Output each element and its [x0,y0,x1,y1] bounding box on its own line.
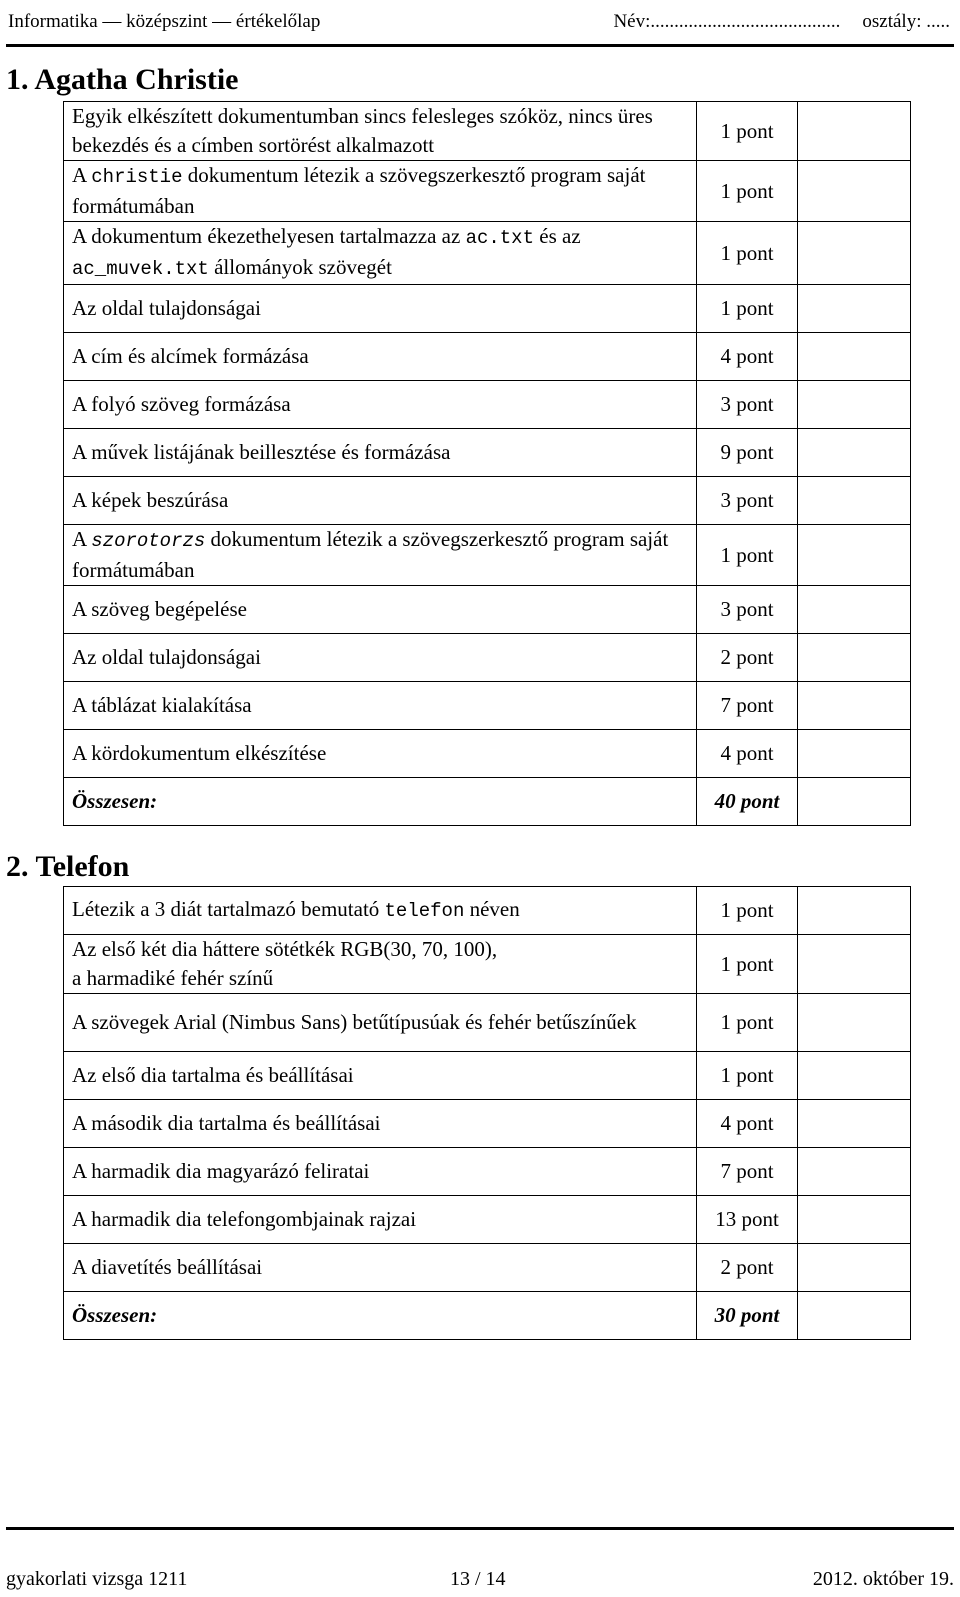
page-header [6,0,954,47]
total-label: Összesen: [64,778,697,826]
points-value: 13 pont [697,1196,798,1244]
points-value: 1 pont [697,161,798,222]
criterion-text: Az oldal tulajdonságai [64,285,697,333]
points-value: 7 pont [697,1148,798,1196]
table-row [64,887,911,935]
name-label: Név:........................................ [613,11,841,32]
score-cell[interactable] [798,682,911,730]
file-name: ac.txt [465,227,534,249]
table-row [64,429,911,477]
table-row [64,1052,911,1100]
total-row [64,1292,911,1340]
score-cell[interactable] [798,1244,911,1292]
criterion-text: Az első két dia háttere sötétkék RGB(30, 70, 100), a harmadiké fehér színű [64,935,697,994]
points-value: 2 pont [697,1244,798,1292]
table-row [64,730,911,778]
points-value: 1 pont [697,994,798,1052]
points-value: 2 pont [697,634,798,682]
section-title-agatha-christie: 1. Agatha Christie [6,63,239,96]
table-row [64,1148,911,1196]
exam-date: 2012. október 19. [812,1568,954,1590]
table-row [64,935,911,994]
table-row [64,1100,911,1148]
score-cell[interactable] [798,1148,911,1196]
score-cell[interactable] [798,381,911,429]
table-row [64,222,911,285]
criterion-text: A diavetítés beállításai [64,1244,697,1292]
criterion-text: A szöveg begépelése [64,586,697,634]
table-row [64,682,911,730]
score-cell[interactable] [798,429,911,477]
score-cell[interactable] [798,887,911,935]
score-cell[interactable] [798,1196,911,1244]
score-cell[interactable] [798,1052,911,1100]
criterion-text: Az első dia tartalma és beállításai [64,1052,697,1100]
table-row [64,586,911,634]
points-value: 7 pont [697,682,798,730]
section-title-telefon: 2. Telefon [6,850,130,883]
table-row [64,161,911,222]
table-row [64,1244,911,1292]
points-value: 3 pont [697,381,798,429]
score-cell[interactable] [798,994,911,1052]
total-points: 40 pont [697,778,798,826]
points-value: 3 pont [697,477,798,525]
total-label: Összesen: [64,1292,697,1340]
points-value: 4 pont [697,730,798,778]
total-row [64,778,911,826]
points-value: 1 pont [697,1052,798,1100]
file-name: telefon [384,900,465,922]
criterion-text: A christie dokumentum létezik a szövegszerkesztő program saját formátumában [64,161,697,222]
table-row [64,1196,911,1244]
criterion-text: Az oldal tulajdonságai [64,634,697,682]
criterion-text: A táblázat kialakítása [64,682,697,730]
criterion-text: Egyik elkészített dokumentumban sincs felesleges szóköz, nincs üres bekezdés és a címben sortörést alkalmazott [64,102,697,161]
header-fields [613,11,954,33]
score-cell[interactable] [798,586,911,634]
points-value: 9 pont [697,429,798,477]
table-row [64,102,911,161]
score-cell[interactable] [798,730,911,778]
footer-divider [6,1527,954,1530]
class-label: osztály: ..... [862,11,950,32]
score-cell[interactable] [798,634,911,682]
points-value: 1 pont [697,887,798,935]
score-cell[interactable] [798,102,911,161]
criterion-text: A cím és alcímek formázása [64,333,697,381]
file-name: szorotorzs [91,530,206,552]
file-name: christie [91,166,183,188]
criterion-text: Létezik a 3 diát tartalmazó bemutató telefon néven [64,887,697,935]
score-cell[interactable] [798,1100,911,1148]
total-points: 30 pont [697,1292,798,1340]
points-value: 1 pont [697,285,798,333]
score-cell[interactable] [798,222,911,285]
criterion-text: A harmadik dia magyarázó feliratai [64,1148,697,1196]
points-value: 3 pont [697,586,798,634]
scoring-table-telefon [63,886,911,1340]
total-score-cell[interactable] [798,778,911,826]
exam-code: gyakorlati vizsga 1211 [6,1568,188,1590]
table-row [64,634,911,682]
criterion-text: A kördokumentum elkészítése [64,730,697,778]
table-row [64,285,911,333]
score-cell[interactable] [798,161,911,222]
points-value: 1 pont [697,525,798,586]
score-cell[interactable] [798,525,911,586]
criterion-text: A dokumentum ékezethelyesen tartalmazza az ac.txt és az ac_muvek.txt állományok szövegét [64,222,697,285]
points-value: 1 pont [697,935,798,994]
score-cell[interactable] [798,477,911,525]
scoring-table-agatha-christie [63,101,911,826]
points-value: 1 pont [697,222,798,285]
criterion-text: A szövegek Arial (Nimbus Sans) betűtípusúak és fehér betűszínűek [64,994,697,1052]
criterion-text: A művek listájának beillesztése és formázása [64,429,697,477]
criterion-text: A folyó szöveg formázása [64,381,697,429]
points-value: 1 pont [697,102,798,161]
criterion-text: A szorotorzs dokumentum létezik a szövegszerkesztő program saját formátumában [64,525,697,586]
criterion-text: A képek beszúrása [64,477,697,525]
score-cell[interactable] [798,285,911,333]
table-row [64,381,911,429]
score-cell[interactable] [798,333,911,381]
table-row [64,333,911,381]
points-value: 4 pont [697,1100,798,1148]
table-row [64,477,911,525]
table-row [64,525,911,586]
score-cell[interactable] [798,935,911,994]
page-number: 13 / 14 [450,1568,506,1590]
total-score-cell[interactable] [798,1292,911,1340]
criterion-text: A harmadik dia telefongombjainak rajzai [64,1196,697,1244]
file-name: ac_muvek.txt [72,258,209,280]
points-value: 4 pont [697,333,798,381]
criterion-text: A második dia tartalma és beállításai [64,1100,697,1148]
page-footer [6,1568,954,1591]
header-title: Informatika — középszint — értékelőlap [8,11,321,32]
table-row [64,994,911,1052]
